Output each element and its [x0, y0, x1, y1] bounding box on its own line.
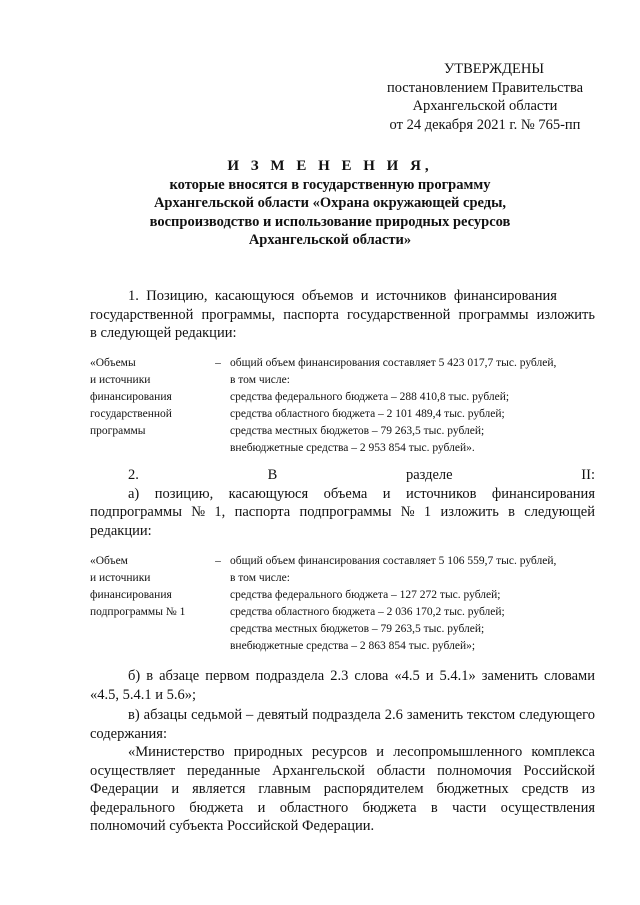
table-value: средства местных бюджетов – 79 263,5 тыс. рублей;	[230, 425, 485, 437]
table-value-column	[230, 355, 610, 457]
table-label: финансирования	[90, 589, 172, 601]
heading-title: И З М Е Н Е Н И Я,	[227, 158, 433, 174]
approval-block	[360, 60, 610, 134]
table-label: подпрограммы № 1	[90, 606, 186, 618]
funding-table-subprogram	[90, 553, 610, 663]
approval-title: УТВЕРЖДЕНЫ	[443, 61, 545, 77]
table-dash: –	[215, 555, 221, 567]
quote-line: федерального бюджета и областного бюджета в части осуществления	[90, 799, 595, 816]
section-2a-line: подпрограммы № 1, паспорта подпрограммы № 1 изложить в следующей	[90, 504, 595, 520]
heading-line: воспроизводство и использование природных ресурсов	[149, 213, 511, 230]
table-label: «Объемы	[90, 357, 136, 369]
quote-line: Федерации и является главным распорядителем бюджетных средств из	[90, 781, 595, 797]
table-value: общий объем финансирования составляет 5 423 017,7 тыс. рублей,	[230, 357, 557, 369]
section-b-line: «4.5, 5.4.1 и 5.6»;	[90, 686, 197, 703]
section-1-line	[90, 287, 595, 306]
section-1-line: в следующей редакции:	[90, 325, 237, 341]
table-label: финансирования	[90, 391, 172, 403]
table-value: средства федерального бюджета – 127 272 тыс. рублей;	[230, 589, 501, 601]
table-dash: –	[215, 357, 221, 369]
table-value: внебюджетные средства – 2 863 854 тыс. рублей»;	[230, 640, 476, 652]
quote-line: полномочий субъекта Российской Федерации.	[90, 818, 375, 834]
approval-date: от 24 декабря 2021 г. № 765-пп	[389, 116, 581, 133]
table-label: «Объем	[90, 555, 128, 567]
section-v-line: в) абзацы седьмой – девятый подраздела 2.6 заменить текстом следующего	[128, 707, 595, 723]
table-label: программы	[90, 425, 146, 437]
heading-line: Архангельской области»	[248, 232, 412, 248]
table-value: внебюджетные средства – 2 953 854 тыс. рублей».	[230, 442, 475, 454]
table-value: в том числе:	[230, 374, 290, 386]
table-value: средства федерального бюджета – 288 410,8 тыс. рублей;	[230, 391, 510, 403]
table-label: и источники	[90, 374, 151, 386]
approval-line: Архангельской области	[412, 98, 558, 114]
heading-line: Архангельской области «Охрана окружающей среды,	[153, 195, 507, 211]
document-heading	[80, 157, 580, 250]
table-value-column	[230, 553, 610, 655]
table-label-column	[90, 355, 210, 440]
section-b-paragraph	[90, 667, 595, 704]
table-label: и источники	[90, 572, 151, 584]
section-2-title: 2. В разделе II:	[128, 467, 595, 483]
quote-line: «Министерство природных ресурсов и лесопромышленного комплекса	[128, 744, 595, 760]
section-2-paragraph	[90, 466, 595, 540]
section-b-line: б) в абзаце первом подраздела 2.3 слова «4.5 и 5.4.1» заменить словами	[128, 668, 595, 684]
table-label: государственной	[90, 408, 172, 420]
quote-line: осуществляет переданные Архангельской области полномочия Российской	[90, 762, 595, 779]
approval-line: постановлением Правительства	[386, 79, 584, 96]
table-value: средства областного бюджета – 2 036 170,2 тыс. рублей;	[230, 606, 505, 618]
table-value: в том числе:	[230, 572, 290, 584]
section-1-line: государственной программы, паспорта государственной программы изложить	[90, 306, 595, 323]
quote-paragraph	[90, 743, 595, 836]
table-label-column	[90, 553, 210, 621]
section-1-text: 1. Позицию, касающуюся объемов и источников финансирования	[128, 288, 557, 304]
section-2a-line: а) позицию, касающуюся объема и источников финансирования	[128, 485, 595, 502]
section-2a-line: редакции:	[90, 522, 152, 539]
section-v-paragraph	[90, 706, 595, 743]
table-value: общий объем финансирования составляет 5 106 559,7 тыс. рублей,	[230, 555, 557, 567]
section-1-paragraph	[90, 287, 595, 343]
table-value: средства местных бюджетов – 79 263,5 тыс. рублей;	[230, 623, 485, 635]
funding-table-program	[90, 355, 610, 465]
table-value: средства областного бюджета – 2 101 489,4 тыс. рублей;	[230, 408, 505, 420]
heading-line: которые вносятся в государственную программу	[169, 176, 491, 193]
section-v-line: содержания:	[90, 725, 168, 742]
